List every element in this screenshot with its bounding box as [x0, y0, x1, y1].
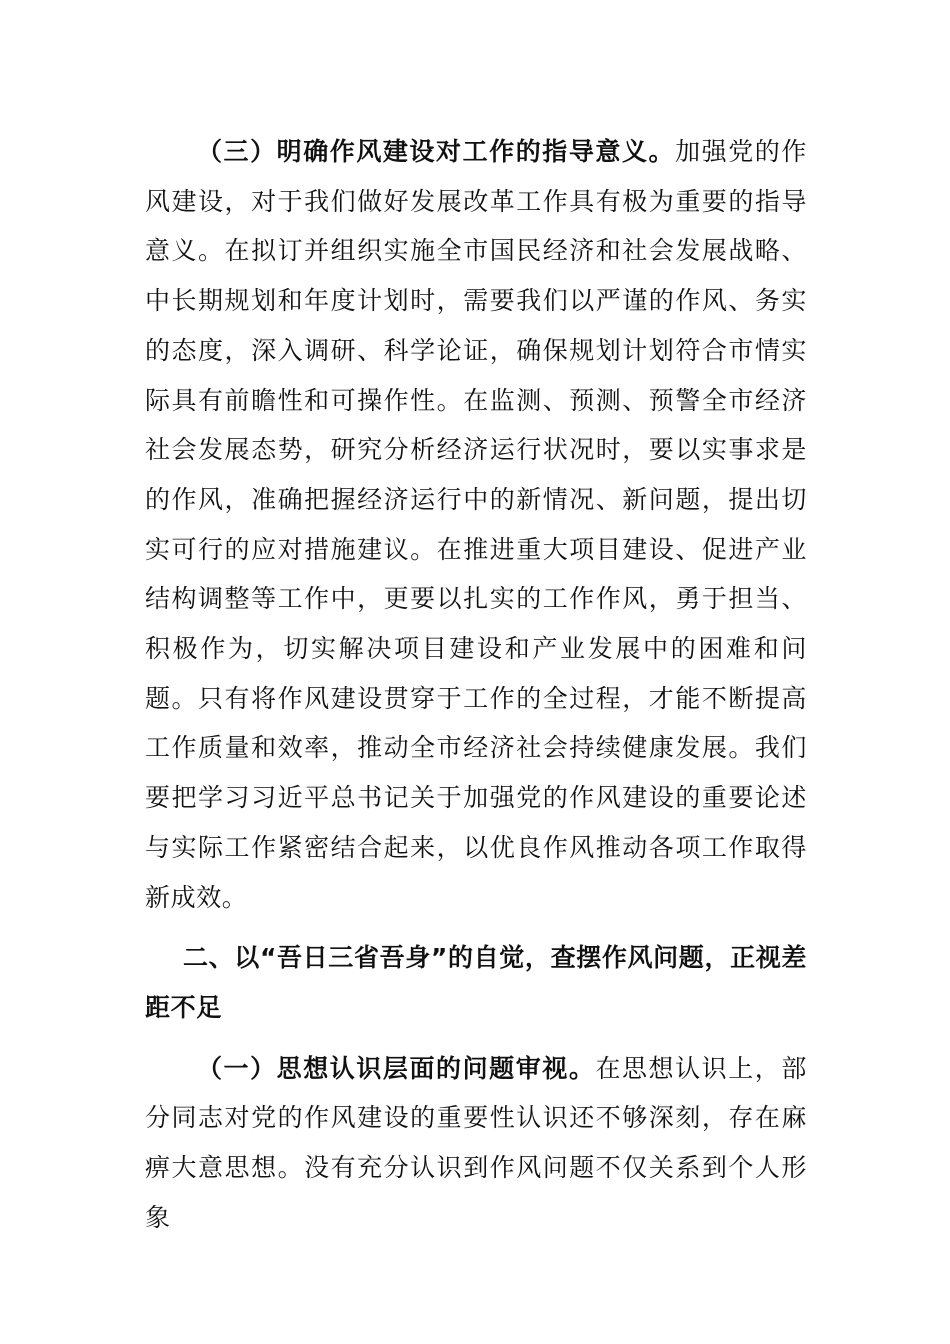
paragraph-lead: （一）思想认识层面的问题审视。 [197, 1053, 596, 1083]
paragraph-guidance-significance [145, 127, 807, 922]
section-heading-two: 二、以“吾日三省吾身”的自觉，查摆作风问题，正视差距不足 [145, 943, 807, 1022]
paragraph-lead: （三）明确作风建设对工作的指导意义。 [197, 137, 676, 166]
paragraph-ideological-issues [145, 1044, 807, 1243]
document-page [145, 127, 807, 1242]
paragraph-body: 加强党的作风建设，对于我们做好发展改革工作具有极为重要的指导意义。在拟订并组织实施全市国民经济和社会发展战略、中长期规划和年度计划时，需要我们以严谨的作风、务实的态度，深入调研、科学论证，确保规划计划符合市情实际具有前瞻性和可操作性。在监测、预测、预警全市经济社会发展态势，研究分析经济运行状况时，要以实事求是的作风，准确把握经济运行中的新情况、新问题，提出切实可行的应对措施建议。在推进重大项目建设、促进产业结构调整等工作中，更要以扎实的工作作风，勇于担当、积极作为，切实解决项目建设和产业发展中的困难和问题。只有将作风建设贯穿于工作的全过程，才能不断提高工作质量和效率，推动全市经济社会持续健康发展。我们要把学习习近平总书记关于加强党的作风建设的重要论述与实际工作紧密结合起来，以优良作风推动各项工作取得新成效。 [145, 137, 807, 912]
paragraph-body: 在思想认识上，部分同志对党的作风建设的重要性认识还不够深刻，存在麻痹大意思想。没有充分认识到作风问题不仅关系到个人形象 [145, 1053, 807, 1232]
